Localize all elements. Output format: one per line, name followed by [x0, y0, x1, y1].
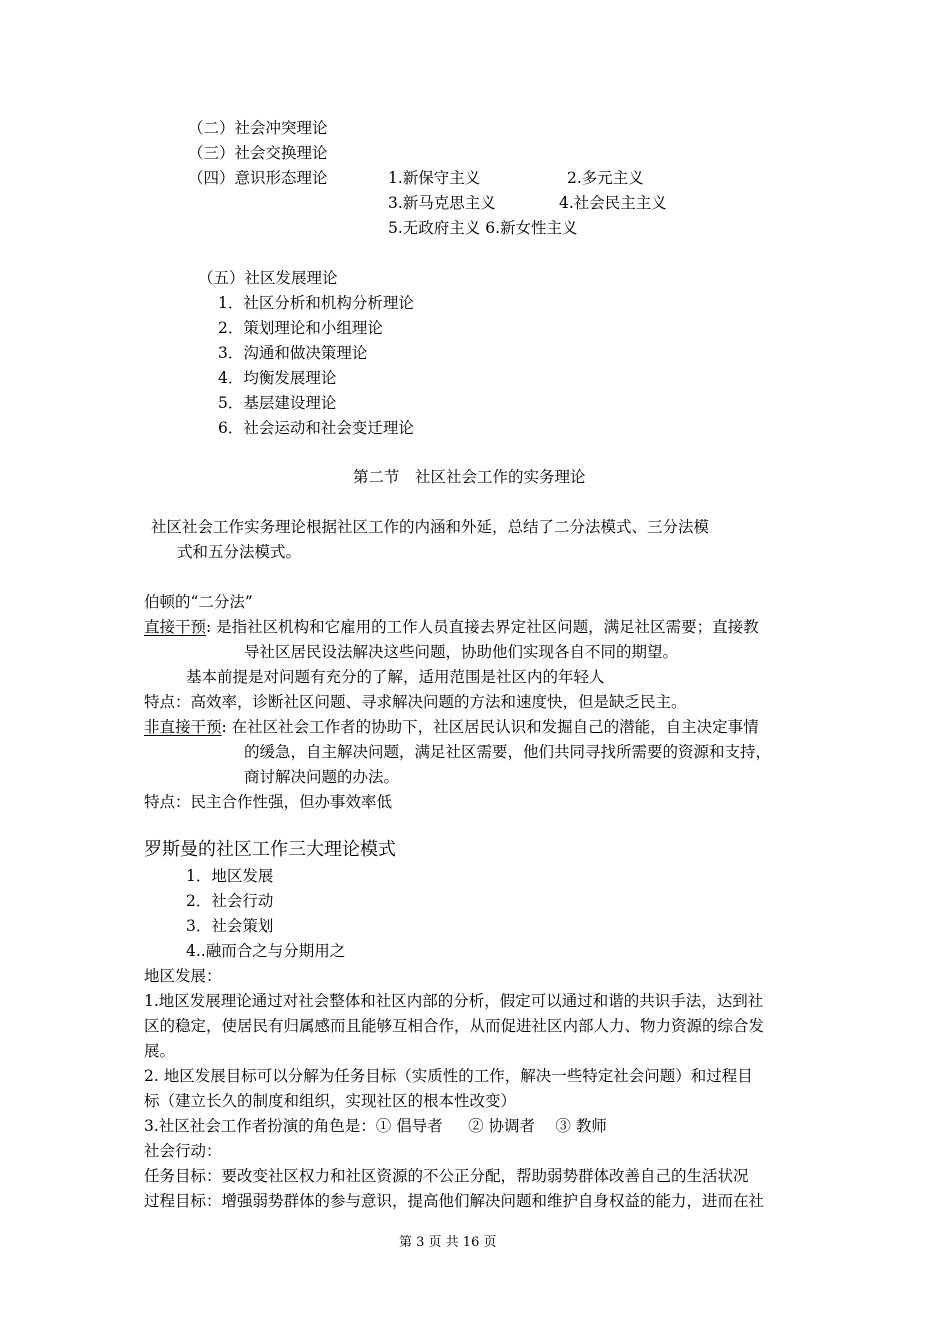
ideology-item-3: 3.新马克思主义	[388, 194, 496, 212]
theory-conflict: （二）社会冲突理论	[188, 119, 328, 137]
locality-development-heading: 地区发展：	[144, 967, 222, 985]
indirect-intervention-line-1	[144, 717, 759, 737]
direct-intervention-line-2: 导社区居民设法解决这些问题，协助他们实现各自不同的期望。	[244, 643, 679, 661]
direct-intervention-line-1	[144, 617, 759, 637]
ideology-item-2: 2.多元主义	[567, 169, 644, 187]
section-title: 第二节 社区社会工作的实务理论	[353, 468, 586, 486]
community-dev-item: 3．沟通和做决策理论	[218, 344, 368, 362]
indirect-intervention-term: 非直接干预	[144, 718, 222, 736]
paragraph-1-line-2: 区的稳定，使居民有归属感而且能够互相合作，从而促进社区内部人力、物力资源的综合发	[144, 1017, 765, 1035]
paragraph-3: 3.社区社会工作者扮演的角色是：① 倡导者 ② 协调者 ③ 教师	[144, 1117, 607, 1135]
direct-intervention-term: 直接干预	[144, 618, 207, 636]
batten-heading: 伯顿的“二分法”	[144, 593, 253, 611]
page-footer: 第 3 页 共 16 页	[399, 1235, 497, 1250]
paragraph-2-line-2: 标（建立长久的制度和组织，实现社区的根本性改变）	[144, 1092, 517, 1110]
community-dev-item: 1．社区分析和机构分析理论	[218, 294, 414, 312]
rothman-model-item: 3．社会策划	[186, 917, 274, 935]
intro-line-1: 社区社会工作实务理论根据社区工作的内涵和外延，总结了二分法模式、三分法模	[151, 518, 710, 536]
direct-intervention-definition: : 是指社区机构和它雇用的工作人员直接去界定社区问题，满足社区需要；直接教	[206, 618, 759, 636]
process-goal: 过程目标：增强弱势群体的参与意识，提高他们解决问题和维护自身权益的能力，进而在社	[144, 1192, 765, 1210]
rothman-heading: 罗斯曼的社区工作三大理论模式	[144, 839, 396, 860]
ideology-item-5-6: 5.无政府主义 6.新女性主义	[388, 219, 578, 237]
community-dev-item: 6．社会运动和社会变迁理论	[218, 419, 414, 437]
community-dev-item: 4．均衡发展理论	[218, 369, 337, 387]
indirect-intervention-definition: : 在社区社会工作者的协助下，社区居民认识和发掘自己的潜能，自主决定事情	[221, 718, 759, 736]
paragraph-1-line-3: 展。	[144, 1042, 176, 1060]
paragraph-2-line-1: 2. 地区发展目标可以分解为任务目标（实质性的工作，解决一些特定社会问题）和过程目	[144, 1067, 753, 1085]
rothman-model-item: 2．社会行动	[186, 892, 274, 910]
theory-community-development: （五）社区发展理论	[198, 269, 338, 287]
direct-intervention-feature: 特点：高效率，诊断社区问题、寻求解决问题的方法和速度快，但是缺乏民主。	[144, 693, 687, 711]
ideology-item-1: 1.新保守主义	[388, 169, 481, 187]
indirect-intervention-feature: 特点：民主合作性强，但办事效率低	[144, 793, 393, 811]
intro-line-2: 式和五分法模式。	[177, 543, 302, 561]
task-goal: 任务目标：要改变社区权力和社区资源的不公正分配，帮助弱势群体改善自己的生活状况	[144, 1167, 749, 1185]
rothman-model-item: 1．地区发展	[186, 867, 274, 885]
basic-premise: 基本前提是对问题有充分的了解，适用范围是社区内的年轻人	[186, 668, 605, 686]
ideology-item-4: 4.社会民主主义	[559, 194, 667, 212]
community-dev-item: 5．基层建设理论	[218, 394, 337, 412]
paragraph-1-line-1: 1.地区发展理论通过对社会整体和社区内部的分析，假定可以通过和谐的共识手法，达到社	[144, 992, 764, 1010]
indirect-intervention-line-3: 商讨解决问题的办法。	[244, 768, 400, 786]
theory-exchange: （三）社会交换理论	[188, 144, 328, 162]
rothman-model-item: 4..融而合之与分期用之	[186, 942, 346, 960]
social-action-heading: 社会行动：	[144, 1142, 222, 1160]
community-dev-item: 2．策划理论和小组理论	[218, 319, 383, 337]
indirect-intervention-line-2: 的缓急，自主解决问题，满足社区需要，他们共同寻找所需要的资源和支持，	[244, 743, 772, 761]
theory-ideology: （四）意识形态理论	[188, 169, 328, 187]
